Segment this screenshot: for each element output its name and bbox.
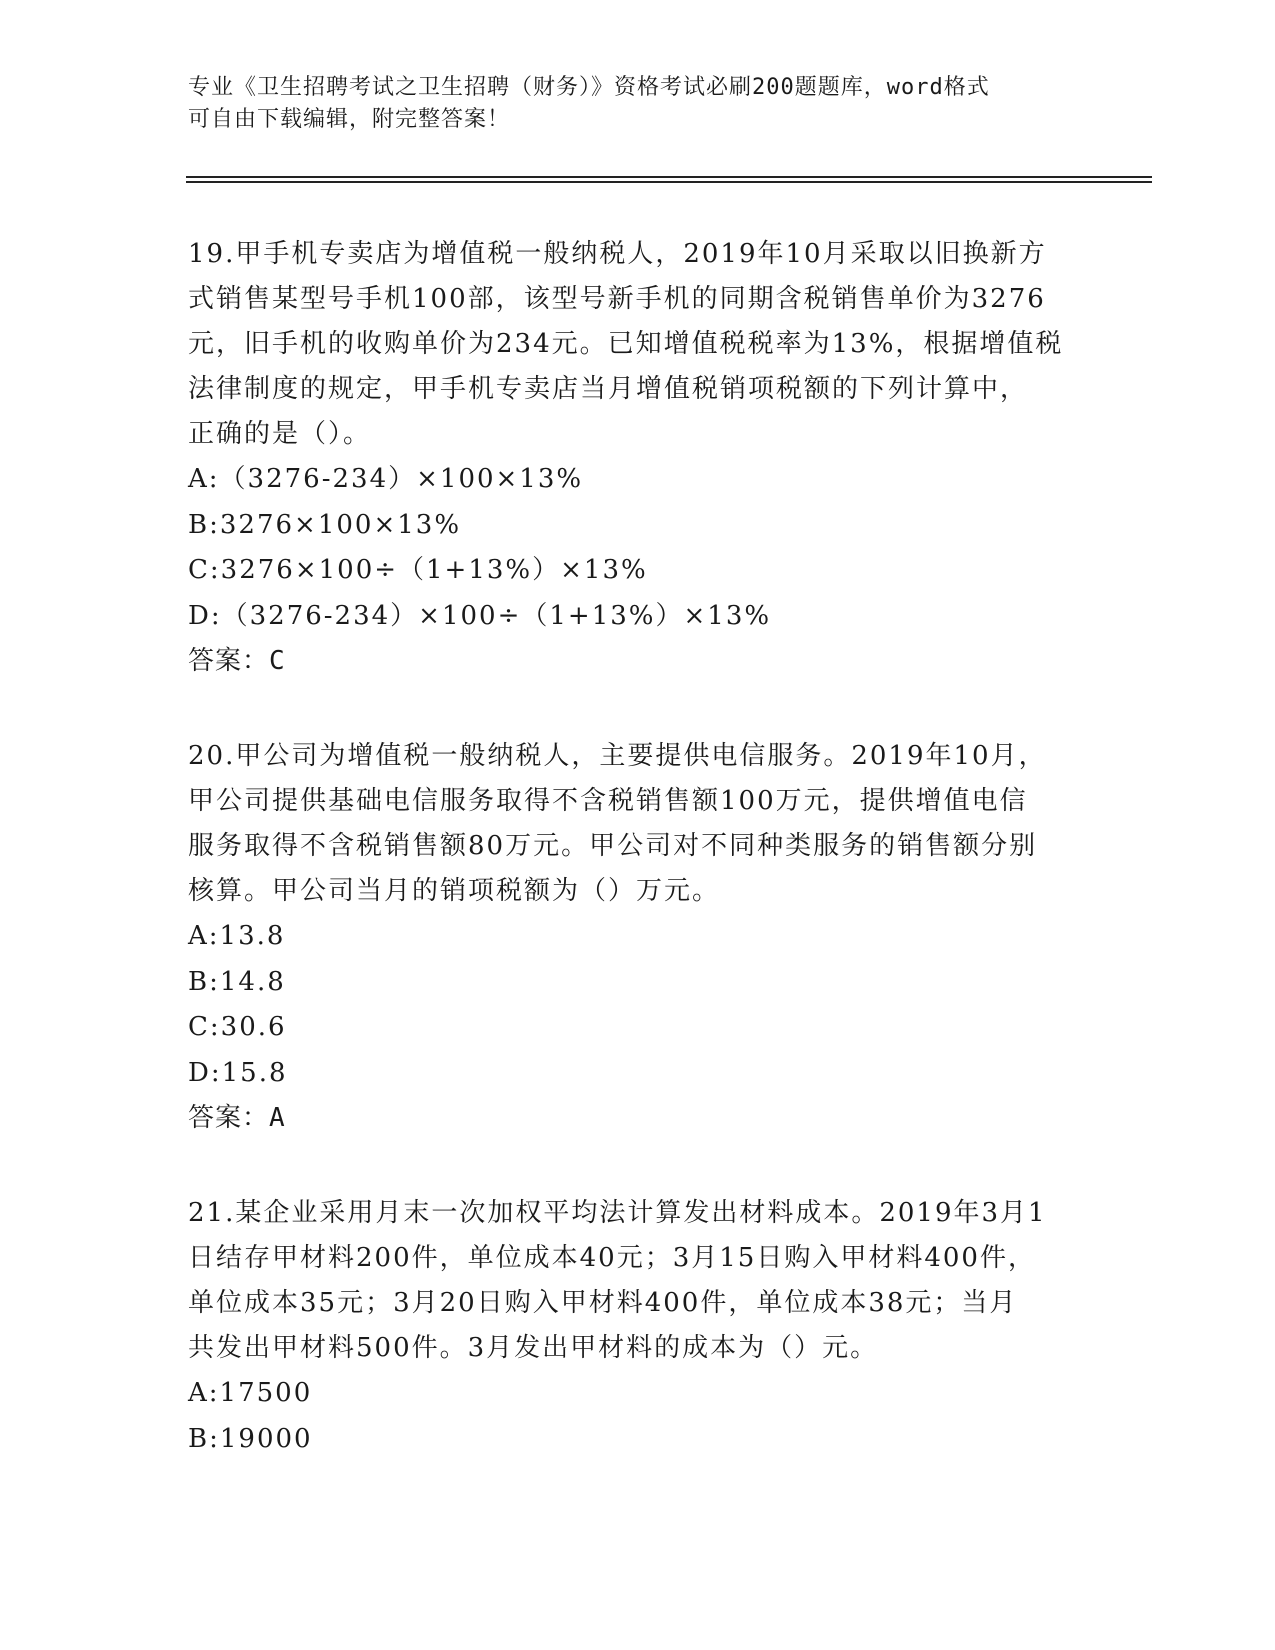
question-stem-line: 19.甲手机专卖店为增值税一般纳税人，2019年10月采取以旧换新方 xyxy=(188,239,1047,269)
question-stem-line: 单位成本35元；3月20日购入甲材料400件，单位成本38元；当月 xyxy=(188,1288,1018,1318)
option-d: D:15.8 xyxy=(188,1057,288,1088)
question-stem-line: 式销售某型号手机100部，该型号新手机的同期含税销售单价为3276 xyxy=(188,284,1046,314)
answer-line: 答案：A xyxy=(188,1103,286,1133)
option-d: D:（3276-234）×100÷（1+13%）×13% xyxy=(188,600,772,631)
question-stem-line: 21.某企业采用月末一次加权平均法计算发出材料成本。2019年3月1 xyxy=(188,1198,1047,1228)
option-c: C:3276×100÷（1+13%）×13% xyxy=(188,555,648,585)
option-a: A:17500 xyxy=(188,1378,313,1408)
question-stem-line: 20.甲公司为增值税一般纳税人，主要提供电信服务。2019年10月， xyxy=(188,741,1047,771)
question-stem-line: 共发出甲材料500件。3月发出甲材料的成本为（）元。 xyxy=(188,1333,879,1363)
option-a: A:13.8 xyxy=(188,921,286,951)
question-stem-line: 核算。甲公司当月的销项税额为（）万元。 xyxy=(188,876,721,906)
header-divider-bottom xyxy=(186,181,1152,183)
question-stem-line: 正确的是（）。 xyxy=(188,419,372,449)
option-b: B:19000 xyxy=(188,1423,313,1454)
header-line-1: 专业《卫生招聘考试之卫生招聘（财务）》资格考试必刷200题题库，word格式 xyxy=(188,75,990,100)
question-19 xyxy=(188,232,1088,684)
option-c: C:30.6 xyxy=(188,1012,287,1042)
question-stem-line: 法律制度的规定，甲手机专卖店当月增值税销项税额的下列计算中， xyxy=(188,374,1029,404)
question-stem-line: 服务取得不含税销售额80万元。甲公司对不同种类服务的销售额分别 xyxy=(188,831,1038,861)
answer-line: 答案：C xyxy=(188,646,286,676)
option-b: B:14.8 xyxy=(188,966,286,997)
header-line-2: 可自由下载编辑，附完整答案！ xyxy=(188,107,511,132)
question-stem-line: 日结存甲材料200件，单位成本40元；3月15日购入甲材料400件， xyxy=(188,1243,1036,1273)
option-a: A:（3276-234）×100×13% xyxy=(188,464,584,494)
header-divider-top xyxy=(186,176,1152,178)
document-header xyxy=(188,72,1068,136)
question-20 xyxy=(188,734,1088,1141)
question-stem-line: 甲公司提供基础电信服务取得不含税销售额100万元，提供增值电信 xyxy=(188,786,1028,816)
question-21 xyxy=(188,1191,1088,1462)
question-stem-line: 元，旧手机的收购单价为234元。已知增值税税率为13%，根据增值税 xyxy=(188,329,1064,359)
option-b: B:3276×100×13% xyxy=(188,509,462,540)
